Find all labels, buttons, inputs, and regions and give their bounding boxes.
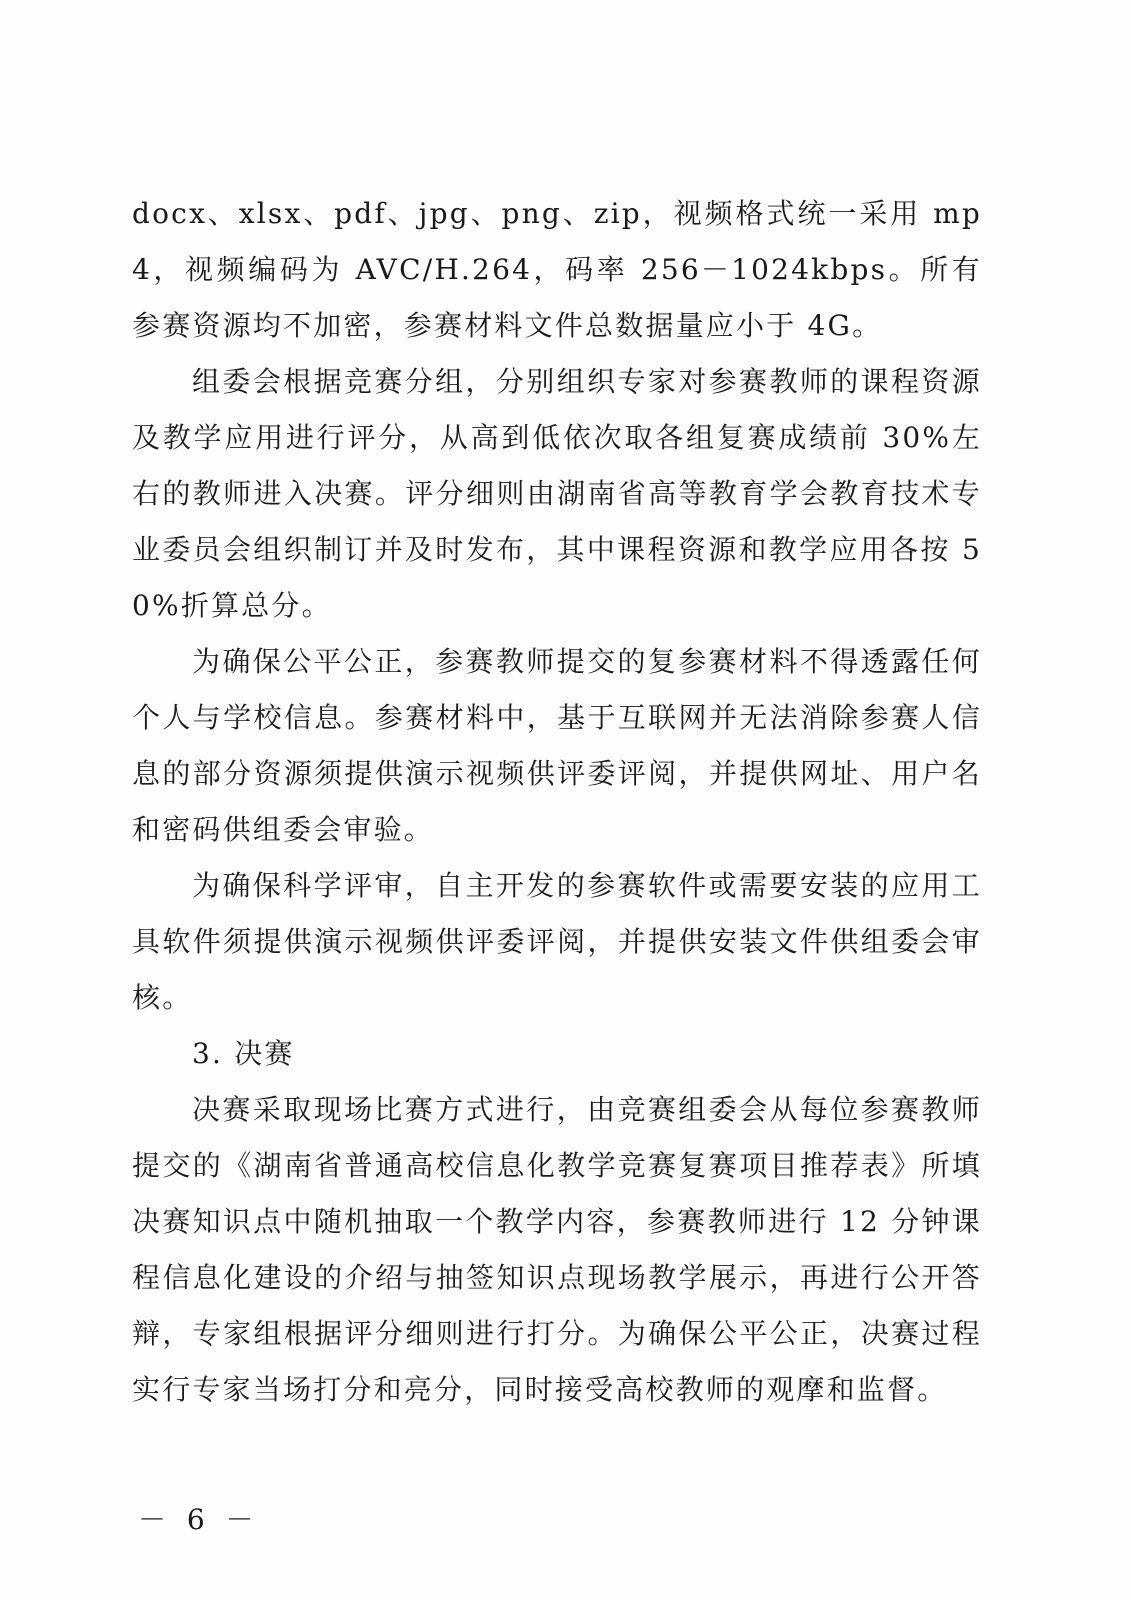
paragraph-scoring-rules: 组委会根据竞赛分组，分别组织专家对参赛教师的课程资源及教学应用进行评分，从高到低依次取各组复赛成绩前 30%左右的教师进入决赛。评分细则由湖南省高等教育学会教育技术专业委员会组织制订并及时发布，其中课程资源和教学应用各按 50%折算总分。 bbox=[132, 365, 982, 622]
paragraph-file-format-requirements: docx、xlsx、pdf、jpg、png、zip，视频格式统一采用 mp4，视频编码为 AVC/H.264，码率 256－1024kbps。所有参赛资源均不加密，参赛材料文件总数据量应小于 4G。 bbox=[132, 197, 982, 342]
document-body bbox=[132, 186, 982, 1418]
section-heading-finals: 3. 决赛 bbox=[192, 1037, 295, 1070]
paragraph-finals-procedure: 决赛采取现场比赛方式进行，由竞赛组委会从每位参赛教师提交的《湖南省普通高校信息化教学竞赛复赛项目推荐表》所填决赛知识点中随机抽取一个教学内容，参赛教师进行 12 分钟课程信息化建设的介绍与抽签知识点现场教学展示，再进行公开答辩，专家组根据评分细则进行打分。为确保公平公正，决赛过程实行专家当场打分和亮分，同时接受高校教师的观摩和监督。 bbox=[132, 1093, 982, 1406]
paragraph-fairness-requirements: 为确保公平公正，参赛教师提交的复参赛材料不得透露任何个人与学校信息。参赛材料中，基于互联网并无法消除参赛人信息的部分资源须提供演示视频供评委评阅，并提供网址、用户名和密码供组委会审验。 bbox=[132, 645, 982, 846]
page-number: － 6 － bbox=[138, 1503, 260, 1536]
paragraph-software-review: 为确保科学评审，自主开发的参赛软件或需要安装的应用工具软件须提供演示视频供评委评阅，并提供安装文件供组委会审核。 bbox=[132, 869, 982, 1014]
